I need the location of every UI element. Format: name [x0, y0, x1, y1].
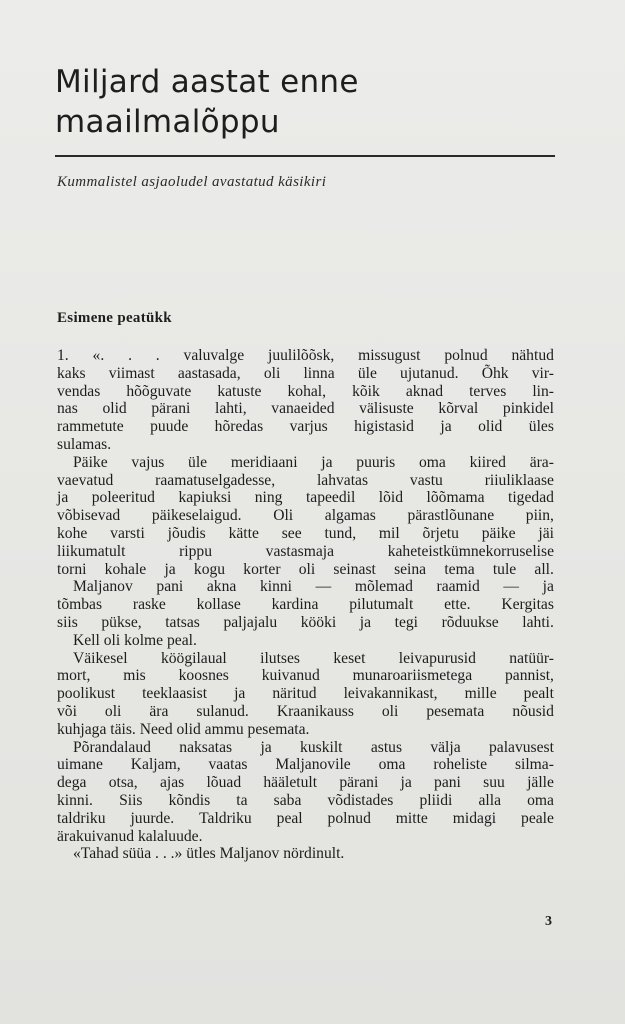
text-line: dega otsa, ajas lõuad hääletult pärani ja pani suu jälle: [57, 774, 554, 792]
text-line: rammetute puude hõredas varjus higistasid ja olid üles: [57, 418, 554, 436]
text-line: nas olid pärani lahti, vanaeided välisuste kõrval pinkidel: [57, 400, 554, 418]
body-text: [57, 347, 554, 863]
text-line: [57, 721, 554, 739]
title-line-1: Miljard aastat enne: [55, 64, 359, 100]
text-line: 1. «. . . valuvalge juulilõõsk, missugust polnud nähtud: [57, 347, 554, 364]
text-line: [57, 436, 554, 454]
text-line: torni kohale ja kogu korter oli seinast seina tema tule all.: [57, 560, 554, 578]
text-line: mort, mis koosnes kuivanud munaroariismetega pannist,: [57, 667, 554, 685]
title-rule: [55, 155, 555, 157]
line-text: Kell oli kolme peal.: [73, 631, 197, 649]
text-line: vendas hõõguvate katuste kohal, kõik aknad terves lin-: [57, 382, 554, 400]
text-line: uimane Kaljam, vaatas Maljanovile oma roheliste silma-: [57, 756, 554, 774]
line-text: kuhjaga täis. Need olid ammu pesemata.: [57, 720, 310, 738]
text-line: taldriku juurde. Taldriku peal polnud mitte midagi peale: [57, 809, 554, 827]
text-line: [57, 632, 554, 650]
title-line-2: maailmalõppu: [55, 104, 280, 140]
text-line: võbisevad päikeselaigud. Oli algamas pärastlõunane piin,: [57, 507, 554, 525]
text-line: Maljanov pani akna kinni — mõlemad raamid — ja: [73, 578, 554, 596]
text-line: Päike vajus üle meridiaani ja puuris oma kiired ära-: [73, 453, 554, 471]
text-line: liikumatult rippu vastasmaja kaheteistkümnekorruselise: [57, 542, 554, 560]
chapter-heading: Esimene peatükk: [57, 310, 172, 326]
line-text: sulamas.: [57, 435, 112, 453]
text-line: siis pükse, tatsas paljajalu kööki ja tegi rõduukse lahti.: [57, 613, 554, 631]
text-line: või oli ära sulanud. Kraanikauss oli pesemata nõusid: [57, 702, 554, 720]
text-line: Väikesel köögilaual ilutses keset leivapurusid natüür-: [73, 649, 554, 667]
text-line: kohe varsti jõudis kätte see tund, mil õrjetu päike jäi: [57, 524, 554, 542]
text-line: [57, 828, 554, 846]
chapter-title: [55, 62, 535, 142]
text-line: kinni. Siis kõndis ta saba võdistades pliidi alla oma: [57, 791, 554, 809]
line-text: ärakuivanud kalaluude.: [57, 827, 203, 845]
subtitle: Kummalistel asjaoludel avastatud käsikiri: [57, 174, 327, 190]
text-line: vaevatud raamatuselgadesse, lahvatas vastu riiuliklaase: [57, 471, 554, 489]
text-line: tõmbas raske kollase kardina pilutumalt ette. Kergitas: [57, 596, 554, 614]
text-line: Põrandalaud naksatas ja kuskilt astus välja palavusest: [73, 738, 554, 756]
page-number: 3: [545, 914, 552, 929]
text-line: ja poleeritud kapiuksi ning tapeedil lõid lõõmama tigedad: [57, 489, 554, 507]
text-line: [57, 845, 554, 863]
line-text: «Tahad süüa . . .» ütles Maljanov nördinult.: [73, 845, 345, 863]
text-line: kaks viimast aastasada, oli linna üle ujutanud. Õhk vir-: [57, 364, 554, 382]
text-line: poolikust teeklaasist ja näritud leivakannikast, mille pealt: [57, 685, 554, 703]
